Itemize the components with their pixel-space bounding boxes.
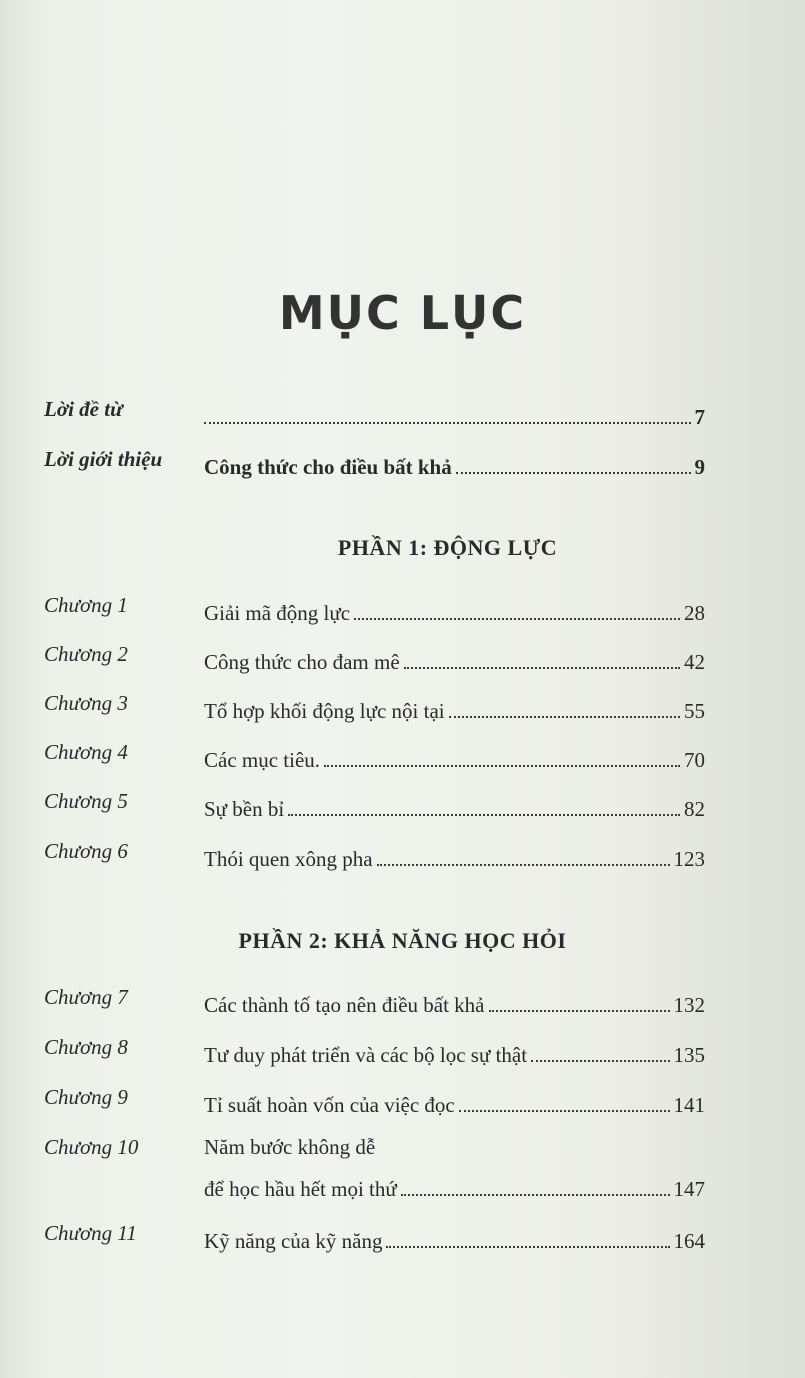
dot-leader (449, 716, 680, 718)
entry-title: Các thành tố tạo nên điều bất khả (204, 993, 485, 1017)
entry-title: Thói quen xông pha (204, 847, 373, 871)
toc-entry-chapter-8[interactable] (44, 1034, 705, 1068)
entry-title: Tổ hợp khối động lực nội tại (204, 699, 445, 723)
entry-title: Các mục tiêu. (204, 748, 321, 772)
page-number: 9 (694, 455, 705, 479)
toc-entry-chapter-4[interactable] (44, 739, 705, 773)
entry-label: Chương 10 (44, 1135, 139, 1159)
entry-title: Tư duy phát triển và các bộ lọc sự thật (204, 1043, 528, 1067)
page-number: 164 (673, 1229, 705, 1253)
page-number: 55 (684, 699, 705, 723)
entry-label: Chương 4 (44, 740, 128, 764)
entry-label: Chương 8 (44, 1035, 128, 1059)
dot-leader (459, 1110, 670, 1112)
entry-label: Lời đề từ (44, 397, 123, 421)
entry-title: Sự bền bỉ (204, 797, 285, 821)
dot-leader (456, 472, 691, 474)
entry-title: Giải mã động lực (204, 601, 351, 625)
entry-label: Chương 3 (44, 691, 128, 715)
dot-leader (288, 814, 680, 816)
dot-leader (401, 1194, 670, 1196)
dot-leader (354, 618, 680, 620)
dot-leader (404, 667, 680, 669)
toc-entry-chapter-7[interactable] (44, 984, 705, 1018)
page-number: 141 (673, 1093, 705, 1117)
page-number: 28 (684, 601, 705, 625)
entry-title: Công thức cho điều bất khả (204, 455, 452, 479)
entry-label: Lời giới thiệu (44, 447, 163, 471)
toc-entry-chapter-10[interactable] (44, 1134, 705, 1202)
part-heading-2: PHẦN 2: KHẢ NĂNG HỌC HỎI (238, 928, 567, 953)
entry-label: Chương 9 (44, 1085, 128, 1109)
page-number: 132 (673, 993, 705, 1017)
entry-title-continued: để học hầu hết mọi thứ (204, 1177, 397, 1201)
dot-leader (377, 864, 670, 866)
dot-leader (204, 422, 691, 424)
entry-label: Chương 1 (44, 593, 128, 617)
page-number: 70 (684, 748, 705, 772)
page-title: MỤC LỤC (278, 286, 527, 340)
page-number: 135 (673, 1043, 705, 1067)
entry-title: Tỉ suất hoàn vốn của việc đọc (204, 1093, 455, 1117)
toc-entry-chapter-5[interactable] (44, 788, 705, 822)
dot-leader (386, 1246, 669, 1248)
page-number: 42 (684, 650, 705, 674)
part-heading-1: PHẦN 1: ĐỘNG LỰC (337, 535, 558, 560)
toc-entry-epigraph[interactable] (44, 396, 705, 430)
page-number: 147 (673, 1177, 705, 1201)
toc-entry-introduction[interactable] (44, 446, 705, 480)
entry-title: Kỹ năng của kỹ năng (204, 1229, 383, 1253)
entry-title: Công thức cho đam mê (204, 650, 400, 674)
toc-entry-chapter-6[interactable] (44, 838, 705, 872)
entry-label: Chương 7 (44, 985, 128, 1009)
page-number: 82 (684, 797, 705, 821)
dot-leader (324, 765, 680, 767)
dot-leader (489, 1010, 670, 1012)
page-number: 123 (673, 847, 705, 871)
toc-entry-chapter-3[interactable] (44, 690, 705, 724)
entry-label: Chương 2 (44, 642, 128, 666)
toc-entry-chapter-9[interactable] (44, 1084, 705, 1118)
entry-title: Năm bước không dễ (204, 1135, 376, 1159)
entry-label: Chương 6 (44, 839, 128, 863)
entry-label: Chương 11 (44, 1221, 137, 1245)
dot-leader (531, 1060, 669, 1062)
toc-entry-chapter-1[interactable] (44, 592, 705, 626)
toc-entry-chapter-2[interactable] (44, 641, 705, 675)
toc-entry-chapter-11[interactable] (44, 1220, 705, 1254)
entry-label: Chương 5 (44, 789, 128, 813)
page-number: 7 (694, 405, 705, 429)
